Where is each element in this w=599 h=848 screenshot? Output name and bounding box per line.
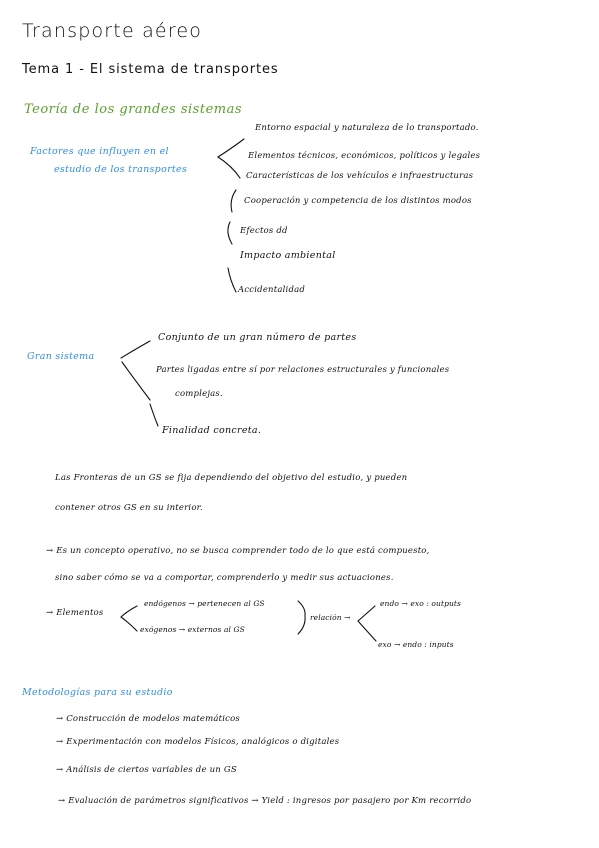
factors-connector: [218, 139, 244, 178]
method-item: → Experimentación con modelos Físicos, analógicos o digitales: [56, 737, 340, 747]
gs-item: Finalidad concreta.: [162, 425, 262, 436]
gs-item: Conjunto de un gran número de partes: [158, 332, 357, 343]
elements-right-brace: [298, 601, 305, 634]
factors-label-line2: estudio de los transportes: [54, 164, 188, 175]
elements-inputs: exo → endo : inputs: [378, 640, 454, 649]
page-subtitle: Tema 1 - El sistema de transportes: [22, 62, 279, 77]
factor-item: Cooperación y competencia de los distintos modos: [244, 196, 472, 206]
factors-connector: [228, 222, 232, 244]
method-item: → Construcción de modelos matemáticos: [56, 714, 240, 724]
gs-item: complejas.: [175, 389, 223, 399]
elements-outputs: endo → exo : outputs: [380, 599, 461, 608]
gs-connector: [150, 404, 158, 426]
gs-connector: [122, 362, 150, 400]
methods-heading: Metodologías para su estudio: [22, 687, 173, 698]
frontiers-line: contener otros GS en su interior.: [55, 503, 203, 513]
factor-item: Características de los vehículos e infraestructuras: [246, 171, 474, 181]
factor-item: Accidentalidad: [238, 285, 305, 295]
factor-item: Elementos técnicos, económicos, políticos y legales: [248, 151, 481, 161]
factor-item: Efectos dd: [240, 226, 288, 236]
page-title: Transporte aéreo: [22, 20, 203, 42]
elements-relation: relación →: [310, 613, 351, 622]
factors-label-line1: Factores que influyen en el: [30, 146, 169, 157]
factor-item: Impacto ambiental: [240, 250, 336, 261]
relation-connector: [358, 606, 376, 641]
concept-line: → Es un concepto operativo, no se busca comprender todo de lo que está compuesto,: [46, 546, 430, 556]
elements-exo: exógenos → externos al GS: [140, 625, 245, 634]
method-item: → Análisis de ciertos variables de un GS: [56, 765, 237, 775]
gs-connector: [121, 341, 150, 358]
elements-endo: endógenos → pertenecen al GS: [144, 599, 265, 608]
method-item: → Evaluación de parámetros significativos → Yield : ingresos por pasajero por Km recorrido: [58, 796, 472, 806]
concept-line: sino saber cómo se va a comportar, comprenderlo y medir sus actuaciones.: [55, 573, 394, 583]
theory-heading: Teoría de los grandes sistemas: [24, 102, 243, 117]
factors-connector: [231, 190, 236, 212]
factor-item: Entorno espacial y naturaleza de lo transportado.: [255, 123, 479, 133]
gs-item: Partes ligadas entre sí por relaciones estructurales y funcionales: [156, 365, 450, 375]
factors-connector: [228, 268, 236, 292]
elements-left-brace: [121, 606, 137, 631]
gran-sistema-label: Gran sistema: [27, 351, 95, 362]
elements-label: → Elementos: [46, 608, 104, 618]
frontiers-line: Las Fronteras de un GS se fija dependiendo del objetivo del estudio, y pueden: [55, 473, 408, 483]
